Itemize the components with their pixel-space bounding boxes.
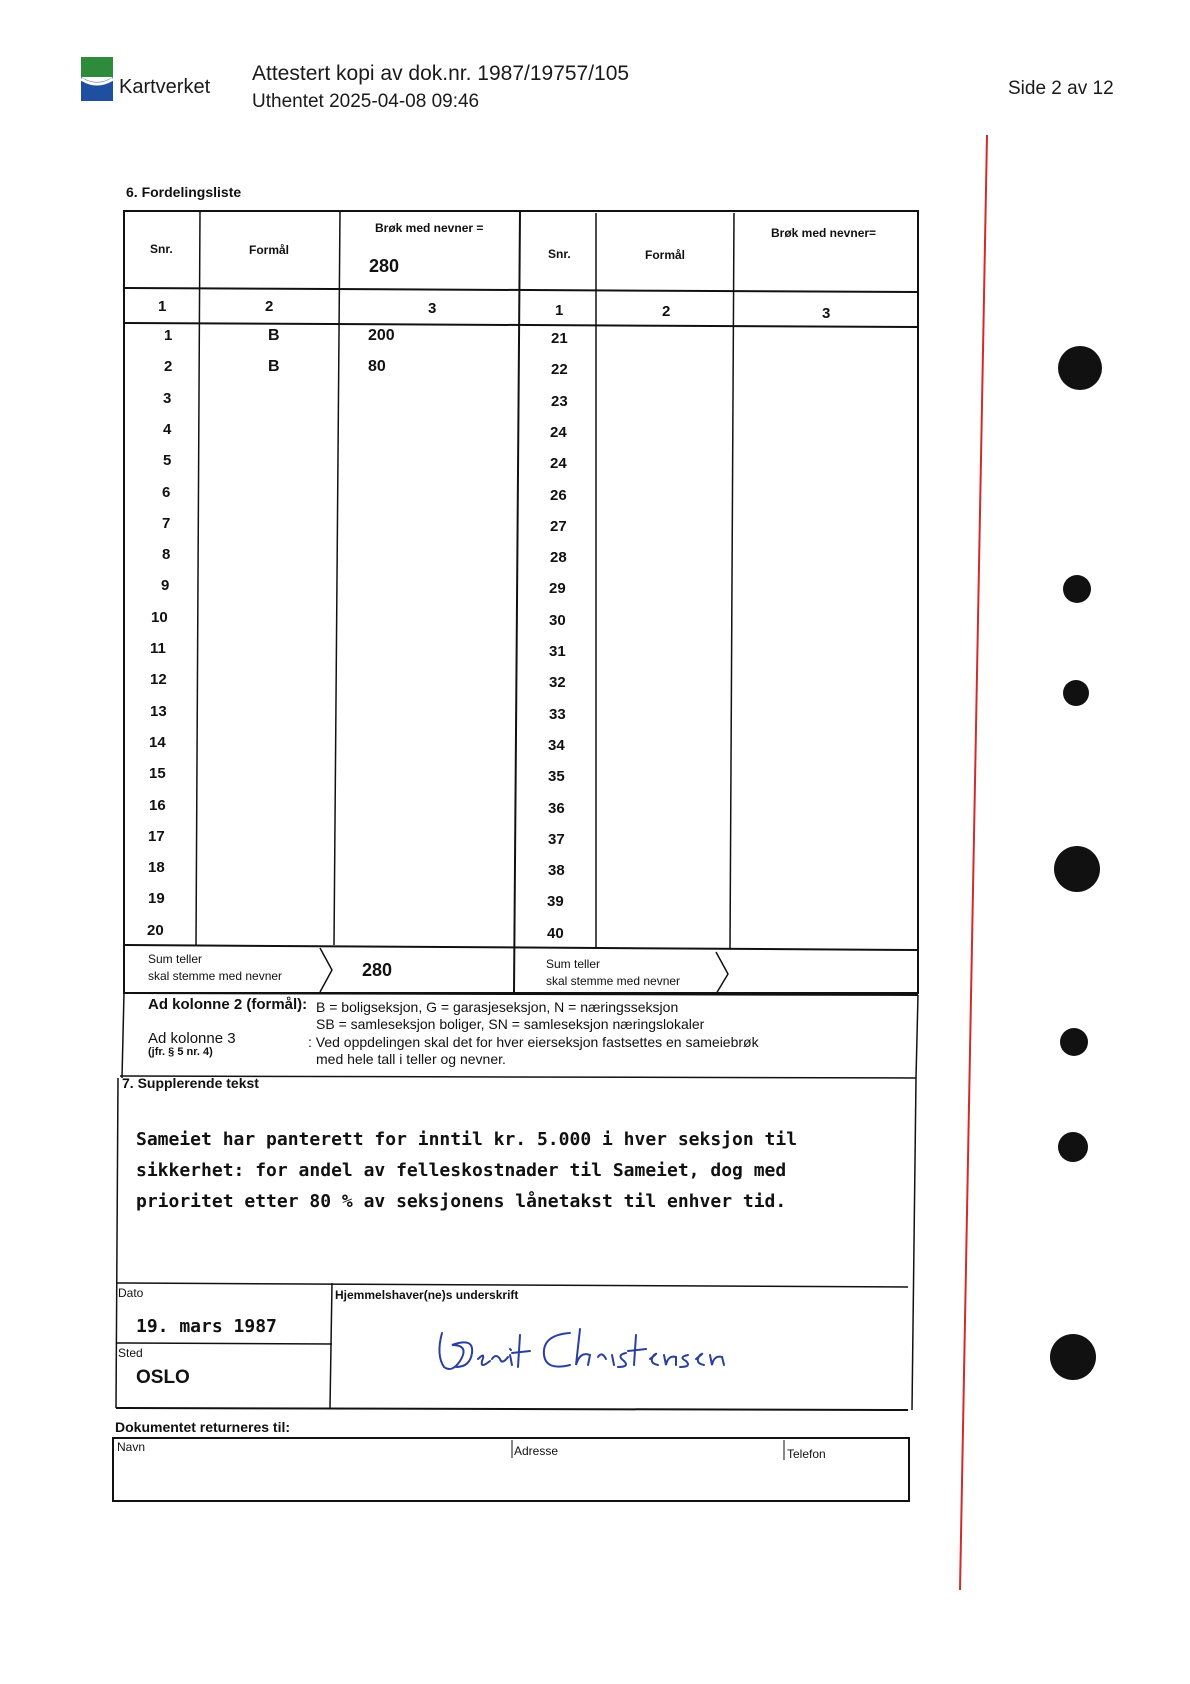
sum-label-line1-right: Sum teller	[546, 957, 601, 971]
col-brok-left: Brøk med nevner =	[375, 221, 484, 235]
return-heading: Dokumentet returneres til:	[115, 1419, 291, 1435]
row-snr: 5	[163, 452, 172, 470]
row-snr: 14	[149, 733, 166, 751]
colnum-1: 1	[158, 298, 167, 315]
row-teller: 200	[368, 327, 395, 344]
col-formal-left: Formål	[249, 243, 290, 257]
punch-hole	[1063, 575, 1091, 603]
sum-label-line2: skal stemme med nevner	[148, 969, 283, 983]
row-snr-right: 31	[549, 643, 566, 660]
row-snr-right: 22	[551, 361, 568, 379]
supplerende-line-2: sikkerhet: for andel av felleskostnader til Sameiet, dog med	[136, 1160, 787, 1181]
supplerende-line-3: prioritet etter 80 % av seksjonens lånetakst til enhver tid.	[136, 1191, 787, 1212]
row-snr-right: 36	[548, 799, 565, 817]
sum-label-right	[546, 956, 680, 990]
punch-hole	[1060, 1028, 1088, 1056]
row-snr-right: 38	[548, 862, 565, 880]
row-snr-right: 37	[548, 830, 565, 848]
colnum-1-right: 1	[555, 302, 564, 319]
dato-value: 19. mars 1987	[136, 1316, 277, 1337]
punch-hole	[1058, 346, 1102, 390]
dato-label: Dato	[118, 1286, 144, 1300]
ad-kolonne-2-line2: SB = samleseksjon boliger, SN = samleseksjon næringslokaler	[316, 1016, 705, 1032]
row-snr: 7	[162, 514, 171, 532]
margin-line	[960, 135, 987, 1590]
sted-value: OSLO	[136, 1367, 190, 1388]
row-snr: 12	[150, 671, 167, 689]
colnum-2-right: 2	[662, 303, 671, 320]
ad-kolonne-3-ref: (jfr. § 5 nr. 4)	[148, 1046, 213, 1058]
row-snr: 2	[164, 358, 173, 376]
row-snr: 20	[147, 921, 164, 939]
punch-hole	[1050, 1334, 1096, 1380]
sted-label: Sted	[118, 1346, 143, 1360]
section-6-heading: 6. Fordelingsliste	[126, 184, 242, 200]
col-brok-right: Brøk med nevner=	[771, 226, 877, 240]
ad-kolonne-3-label: Ad kolonne 3	[148, 1030, 236, 1047]
row-snr: 13	[150, 702, 167, 720]
row-snr: 17	[148, 827, 165, 845]
row-snr-right: 30	[549, 611, 566, 629]
row-snr-right: 40	[547, 924, 564, 942]
row-snr: 11	[150, 640, 166, 657]
row-snr: 8	[162, 546, 171, 564]
row-formal: B	[268, 327, 280, 344]
ad-kolonne-2-label: Ad kolonne 2 (formål):	[148, 996, 308, 1013]
supplerende-line-1: Sameiet har panterett for inntil kr. 5.000 i hver seksjon til	[136, 1129, 798, 1150]
row-snr: 18	[148, 859, 165, 877]
row-snr-right: 39	[547, 893, 564, 911]
telefon-label: Telefon	[787, 1447, 826, 1461]
handwritten-signature	[430, 1315, 730, 1375]
row-formal: B	[268, 358, 280, 376]
punch-hole	[1063, 680, 1089, 706]
row-snr-right: 27	[550, 517, 567, 535]
row-snr: 6	[162, 483, 171, 501]
document-title: Attestert kopi av dok.nr. 1987/19757/105	[252, 62, 630, 85]
ad-kolonne-2-line1: B = boligseksjon, G = garasjeseksjon, N = næringsseksjon	[316, 999, 679, 1015]
punch-hole	[1054, 846, 1100, 892]
ad-kolonne-3-line1: : Ved oppdelingen skal det for hver eierseksjon fastsettes en sameiebrøk	[308, 1034, 759, 1050]
row-snr: 3	[163, 389, 172, 407]
row-snr-right: 34	[548, 736, 565, 754]
row-snr: 16	[149, 796, 166, 814]
logo-text: Kartverket	[119, 76, 211, 98]
sum-label-line2-right: skal stemme med nevner	[546, 974, 681, 988]
signature-label: Hjemmelshaver(ne)s underskrift	[335, 1288, 519, 1302]
colnum-3: 3	[428, 300, 437, 317]
punch-hole	[1058, 1132, 1088, 1162]
row-snr-right: 24	[550, 455, 567, 473]
section-7-heading: 7. Supplerende tekst	[122, 1075, 259, 1091]
colnum-3-right: 3	[822, 305, 831, 322]
row-snr-right: 26	[550, 486, 567, 504]
row-snr-right: 28	[550, 549, 567, 567]
col-snr-left: Snr.	[150, 242, 173, 256]
row-snr: 1	[164, 327, 173, 344]
nevner-value: 280	[369, 256, 400, 276]
fetched-timestamp: Uthentet 2025-04-08 09:46	[252, 91, 480, 112]
sum-label-left	[148, 951, 282, 985]
row-snr: 9	[161, 577, 170, 595]
row-snr-right: 33	[549, 705, 566, 723]
row-snr-right: 32	[549, 674, 566, 692]
row-snr: 15	[149, 765, 166, 783]
row-snr: 19	[148, 890, 165, 908]
sum-label-line1: Sum teller	[148, 952, 203, 966]
ad-kolonne-3-line2: med hele tall i teller og nevner.	[316, 1051, 506, 1067]
row-snr: 4	[163, 420, 172, 438]
row-snr-right: 29	[549, 580, 566, 598]
colnum-2: 2	[265, 298, 274, 315]
supplerende-tekst	[136, 1124, 797, 1217]
row-snr: 10	[151, 608, 168, 626]
col-snr-right: Snr.	[548, 247, 571, 261]
row-snr-right: 23	[551, 392, 568, 410]
row-snr-right: 35	[548, 768, 565, 786]
adresse-label: Adresse	[514, 1444, 559, 1458]
row-snr-right: 21	[551, 330, 568, 347]
navn-label: Navn	[117, 1440, 146, 1454]
page-number: Side 2 av 12	[1008, 78, 1114, 99]
col-formal-right: Formål	[645, 248, 686, 262]
row-teller: 80	[368, 358, 386, 376]
sum-value-left: 280	[362, 960, 393, 980]
row-snr-right: 24	[550, 423, 567, 441]
